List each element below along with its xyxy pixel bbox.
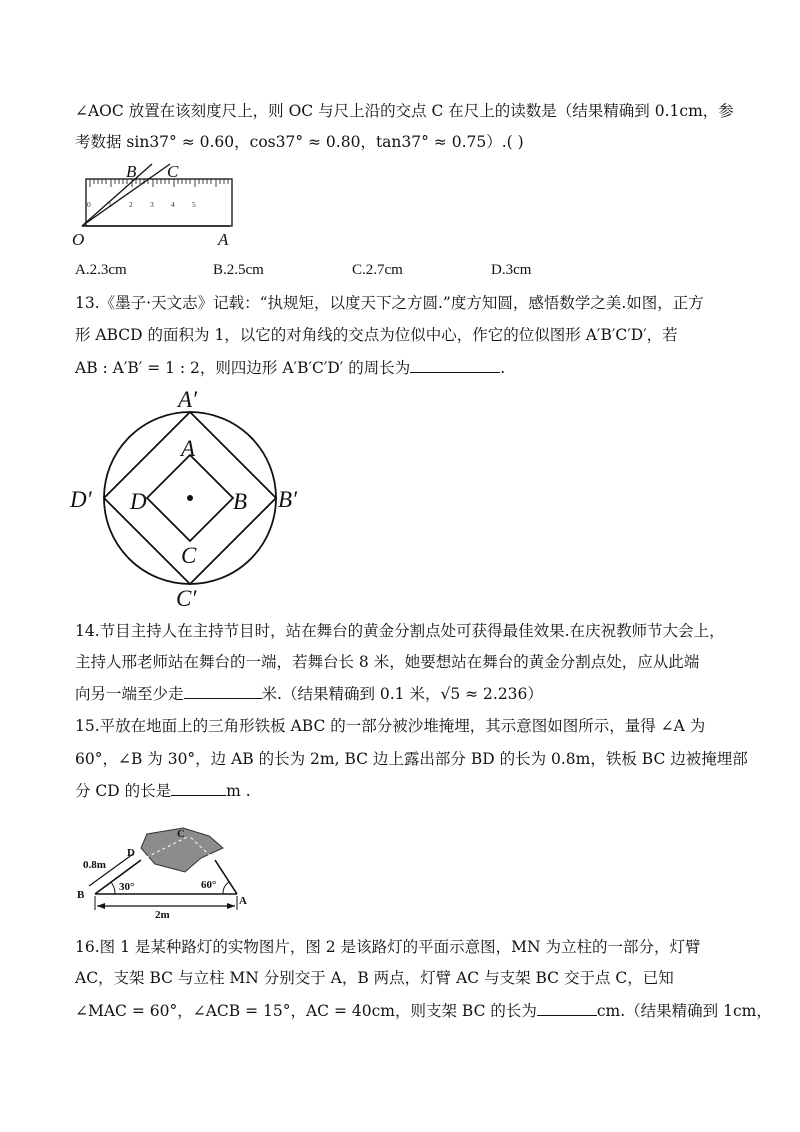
q16-text-a: ∠MAC = 60°，∠ACB = 15°，AC = 40cm，则支架 BC 的长为 [75, 1002, 537, 1020]
label-B: B [77, 889, 85, 901]
q15-sandpile-figure [75, 820, 265, 920]
option-b-letter: B. [213, 262, 227, 278]
q13-text-line3 [75, 357, 505, 379]
q14-text-line1: 14.节目主持人在主持节目时，站在舞台的黄金分割点处可获得最佳效果.在庆祝教师节大会上， [75, 622, 725, 640]
q16-text-line2: AC，支架 BC 与立柱 MN 分别交于 A，B 两点，灯臂 AC 与支架 BC 交于点 C，已知 [75, 969, 674, 987]
q13-text-b: . [500, 359, 506, 377]
q13-text-a: AB : A′B′ = 1 : 2，则四边形 A′B′C′D′ 的周长为 [75, 359, 411, 377]
label-C-prime: C′ [176, 586, 197, 611]
option-a-value: 2.3cm [89, 262, 127, 278]
q12-text-line1: ∠AOC 放置在该刻度尺上，则 OC 与尺上沿的交点 C 在尺上的读数是（结果精确到 0.1cm，参 [75, 102, 734, 120]
q16-text-b: cm.（结果精确到 1cm， [596, 1002, 772, 1020]
q15-text-line1: 15.平放在地面上的三角形铁板 ABC 的一部分被沙堆掩埋，其示意图如图所示，量得 ∠A 为 [75, 717, 706, 735]
q15-answer-blank[interactable] [171, 781, 226, 796]
label-C: C [167, 162, 179, 181]
option-c[interactable] [352, 262, 403, 279]
label-A: A [239, 895, 247, 907]
label-B-prime: B′ [278, 487, 298, 512]
label-B: B [233, 489, 248, 514]
label-AB-length: 2m [155, 909, 170, 921]
q12-text-line2: 考数据 sin37° ≈ 0.60，cos37° ≈ 0.80，tan37° ≈ 0.75）.( ) [75, 133, 524, 151]
q14-text-line3 [75, 683, 543, 705]
q14-text-a: 向另一端至少走 [75, 685, 184, 703]
option-b-value: 2.5cm [226, 262, 264, 278]
label-C: C [181, 543, 197, 568]
option-c-value: 2.7cm [365, 262, 403, 278]
q15-text-line3 [75, 780, 251, 802]
ruler-tick-4: 4 [171, 200, 175, 209]
label-angle-A: 60° [201, 879, 217, 891]
q16-text-line3 [75, 1000, 772, 1022]
q15-text-a: 分 CD 的长是 [75, 782, 172, 800]
label-A: A [218, 230, 229, 249]
option-d-letter: D. [491, 262, 506, 278]
center-point [187, 495, 193, 501]
label-C: C [177, 828, 185, 840]
label-angle-B: 30° [119, 881, 135, 893]
option-a-letter: A. [75, 262, 90, 278]
q13-answer-blank[interactable] [410, 358, 500, 373]
q16-answer-blank[interactable] [537, 1001, 597, 1016]
q16-text-line1: 16.图 1 是某种路灯的实物图片，图 2 是该路灯的平面示意图，MN 为立柱的一部分，灯臂 [75, 938, 701, 956]
angle-A-arc [223, 882, 229, 894]
q13-square-circle-figure [70, 385, 330, 610]
option-a[interactable] [75, 262, 127, 279]
ruler-tick-1: 1 [108, 200, 112, 209]
label-A-prime: A′ [178, 387, 198, 412]
side-AC-visible [215, 860, 237, 894]
option-b[interactable] [213, 262, 264, 279]
q13-text-line1: 13.《墨子·天文志》记载：“执规矩，以度天下之方圆.”度方知圆，感悟数学之美.如图，正方 [75, 294, 704, 312]
ruler-tick-5: 5 [192, 200, 196, 209]
q15-text-line2: 60°，∠B 为 30°，边 AB 的长为 2m, BC 边上露出部分 BD 的长为 0.8m，铁板 BC 边被掩埋部 [75, 750, 748, 768]
q14-text-b: 米.（结果精确到 0.1 米，√5 ≈ 2.236） [261, 685, 543, 703]
label-D-prime: D′ [70, 487, 92, 512]
option-d[interactable] [491, 262, 531, 279]
ruler-tick-2: 2 [129, 200, 133, 209]
option-d-value: 3cm [505, 262, 532, 278]
label-D: D [130, 489, 147, 514]
angle-B-arc [111, 882, 115, 894]
label-D: D [127, 847, 135, 859]
q15-text-b: m . [226, 782, 251, 800]
option-c-letter: C. [352, 262, 366, 278]
label-BD-length: 0.8m [83, 859, 106, 871]
label-A: A [181, 436, 196, 461]
q12-ruler-figure [70, 160, 245, 252]
q13-text-line2: 形 ABCD 的面积为 1，以它的对角线的交点为位似中心，作它的位似图形 A′B′C′D′，若 [75, 326, 678, 344]
ruler-tick-3: 3 [150, 200, 154, 209]
dim-arrow-left [97, 903, 105, 909]
ruler-tick-0: 0 [87, 200, 91, 209]
q14-text-line2: 主持人邢老师站在舞台的一端，若舞台长 8 米，她要想站在舞台的黄金分割点处，应从此端 [75, 653, 700, 671]
dim-arrow-right [227, 903, 235, 909]
label-B: B [126, 162, 137, 181]
label-O: O [72, 230, 85, 249]
q14-answer-blank[interactable] [184, 684, 262, 699]
